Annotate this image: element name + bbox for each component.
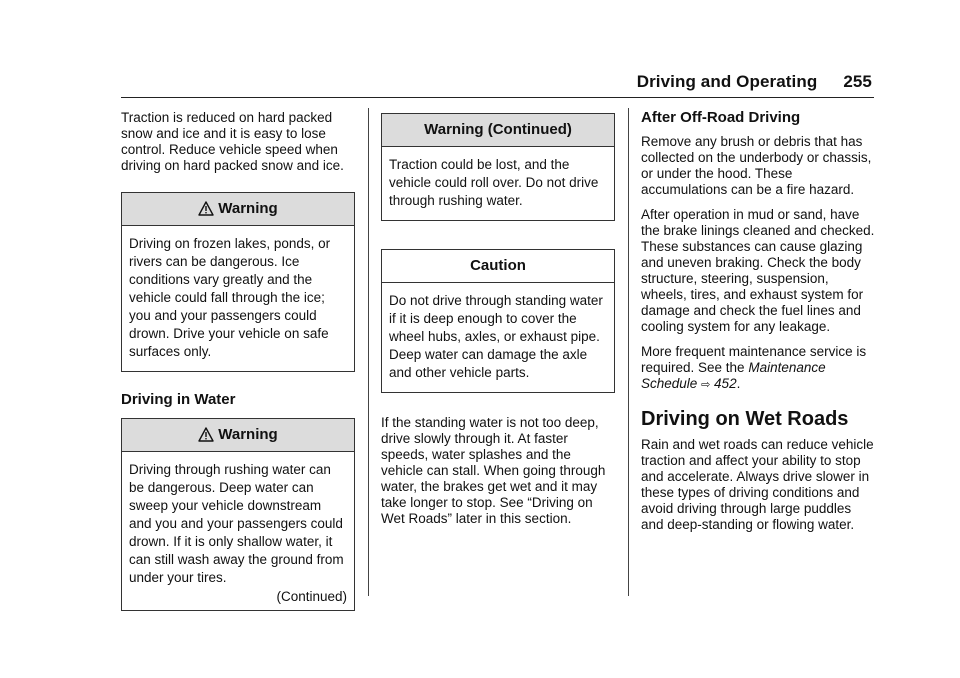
warning-title: Warning [218, 426, 278, 443]
header-rule [121, 97, 874, 98]
warning-body: Traction could be lost, and the vehicle could roll over. Do not drive through rushing water. [389, 157, 599, 208]
warning-header: Warning (Continued) [382, 114, 614, 147]
page-reference-number[interactable]: 452 [714, 376, 737, 391]
ice-traction-paragraph: Traction is reduced on hard packed snow and ice and it is easy to lose control. Reduce vehicle speed when driving on hard packed snow and ice. [121, 110, 344, 173]
debris-paragraph: Remove any brush or debris that has collected on the underbody or chassis, or under the hood. These accumulations can be a fire hazard. [641, 134, 872, 197]
warning-triangle-icon [198, 427, 214, 442]
caution-header: Caution [382, 250, 614, 283]
page-header [637, 72, 872, 92]
column-divider-left [368, 108, 369, 596]
warning-box-rushing-water [121, 418, 355, 611]
page-number: 255 [843, 72, 872, 91]
warning-body [122, 452, 354, 610]
warning-title: Warning [218, 200, 278, 217]
warning-box-frozen-lakes [121, 192, 355, 372]
page-reference-icon: ⇨ [701, 379, 711, 391]
column-3 [641, 110, 875, 542]
warning-header [122, 419, 354, 452]
warning-header [122, 193, 354, 226]
warning-text: Driving through rushing water can be dangerous. Deep water can sweep your vehicle downstream and you and your passengers could drown. If it is only shallow water, it can still wash away the ground from under your tires. [129, 462, 344, 585]
column-1 [121, 110, 355, 611]
maintenance-paragraph [641, 344, 875, 393]
heading-driving-in-water: Driving in Water [121, 391, 236, 408]
mud-sand-paragraph: After operation in mud or sand, have the brake linings cleaned and checked. These substances can cause glazing and uneven braking. Check the body structure, steering, suspension, wheels, tires, and exhaust system for damage and check the fuel lines and cooling system for any leakage. [641, 207, 875, 334]
column-divider-right [628, 108, 629, 596]
maintenance-text: More frequent maintenance service is required. See the [641, 344, 867, 375]
maintenance-schedule-link[interactable]: Maintenance Schedule [641, 360, 826, 391]
column-2 [381, 110, 615, 536]
heading-driving-on-wet-roads: Driving on Wet Roads [641, 408, 849, 430]
warning-box-continued [381, 113, 615, 221]
warning-body: Driving on frozen lakes, ponds, or rivers can be dangerous. Ice conditions vary greatly and the vehicle could fall through the ice; you and your passengers could drown. Drive your vehicle on safe surfaces only. [129, 236, 331, 359]
caution-body: Do not drive through standing water if it is deep enough to cover the wheel hubs, axles, or exhaust pipe. Deep water can damage the axle and other vehicle parts. [389, 293, 603, 380]
section-title: Driving and Operating [636, 72, 818, 91]
continued-label: (Continued) [276, 589, 347, 604]
warning-triangle-icon [198, 201, 214, 216]
standing-water-paragraph: If the standing water is not too deep, drive slowly through it. At faster speeds, water splashes and the vehicle can stall. When going through water, the brakes get wet and it may take longer to stop. See “Driving on Wet Roads” later in this section. [381, 415, 606, 526]
caution-box [381, 249, 615, 393]
heading-after-off-road: After Off-Road Driving [641, 109, 801, 126]
wet-roads-paragraph: Rain and wet roads can reduce vehicle traction and affect your ability to stop and accelerate. Always drive slower in these types of driving conditions and avoid driving through large puddles and deep-standing or flowing water. [641, 437, 874, 532]
period: . [736, 376, 741, 391]
